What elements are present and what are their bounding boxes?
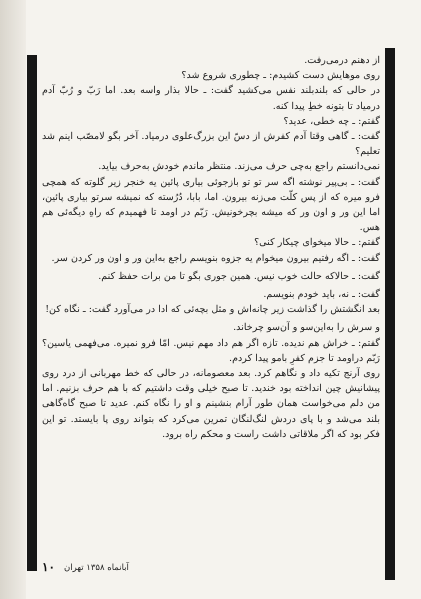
page-binding — [0, 0, 26, 599]
issue-date-label: آبانماه ۱۳۵۸ تهران — [64, 563, 129, 573]
paragraph: گفت: ـ نه، باید خودم بنویسم. — [263, 289, 380, 301]
paragraph: در حالی که بلندبلند نفس می‌کشید گفت: ـ حالا بذار واسه بعد. اما رَبّ و رُبّ آدم درمیاد تا بتونه خطِ پیدا کنه. — [42, 85, 380, 112]
page-footer — [42, 560, 380, 576]
paragraph: گفتم: ـ حالا میخوای چیکار کنی؟ — [254, 237, 380, 249]
paragraph: بعد انگشتش را گذاشت زیر چانه‌اش و مثل بچه‌ئی که ادا در می‌آورد گفت: ـ نگاه کن! — [45, 304, 380, 316]
paragraph: گفت: ـ گاهی وقتا آدم کفرش از دسّ این بزرگ‌علوی درمیاد. آخر بگو لامصّب اینم شد تعلیم؟ — [42, 131, 380, 158]
paragraph: نمی‌دانستم راجع به‌چی حرف می‌زند. منتظر ماندم خودش به‌حرف بیاید. — [98, 161, 380, 173]
paragraph: و سرش را به‌این‌سو و آن‌سو چرخاند. — [233, 322, 380, 334]
paragraph: گفت: ـ بی‌پیر نوشته اگه سر تو تو بازجوئی بیاری پائین یه خنجر زیر گلوته که همچی فرو میره که از پس کلّت می‌زنه بیرون. اما، بابا، دُرُسته که نمیشه سرتو بیاری پائین، اما این ور و اون ور که میشه بچرخونیش. رَبّم در اومد تا فهمیدم که راهِ دیگه‌ئی هم هس. — [42, 176, 380, 234]
paragraph: گفت: ـ اگه رفتیم بیرون میخوام یه جزوه بنویسم راجع به‌این ور و اون ور کردن سر. — [51, 252, 380, 264]
left-black-border — [27, 55, 37, 571]
paragraph: از دهنم درمی‌رفت. — [304, 55, 380, 66]
right-black-border — [385, 48, 395, 580]
paragraph: گفتم: ـ خراش هم ندیده. تازه اگر هم داد مهم نیس. امّا فرو نمیره. می‌فهمی یاسین؟ رَبّم دراومد تا جزم کفرِ بامو پیدا کردم. — [42, 337, 380, 364]
paragraph: روی موهایش دست کشیدم: ـ چطوری شروع شد؟ — [181, 70, 380, 82]
story-text — [42, 53, 380, 442]
paragraph: روی آرنج تکیه داد و نگاهم کرد. بعد معصومانه، در حالی که خط مهربانی از درد روی پیشانیش چین انداخته بود خندید. تا صبح خیلی وقت داشتیم که با هم حرف بزنیم. اما من دلم می‌خواست همان طور آرام بنشینم و او را نگاه کنم. عدید تا صبح گاه‌گاهی بلند می‌شد و با پای دردش لنگ‌لنگان تمرین می‌کرد که بتواند روی پا بایستد. تو این فکر بود که اگر ملاقاتی داشت راست و محکم راه برود. — [42, 368, 380, 440]
paragraph: گفتم: ـ چه خطی، عدید؟ — [283, 115, 380, 127]
page-number: ۱۰ — [42, 560, 55, 574]
paragraph: گفت: ـ حالاکه حالت خوب نیس. همین جوری بگو تا من برات حفظ کنم. — [98, 270, 380, 282]
